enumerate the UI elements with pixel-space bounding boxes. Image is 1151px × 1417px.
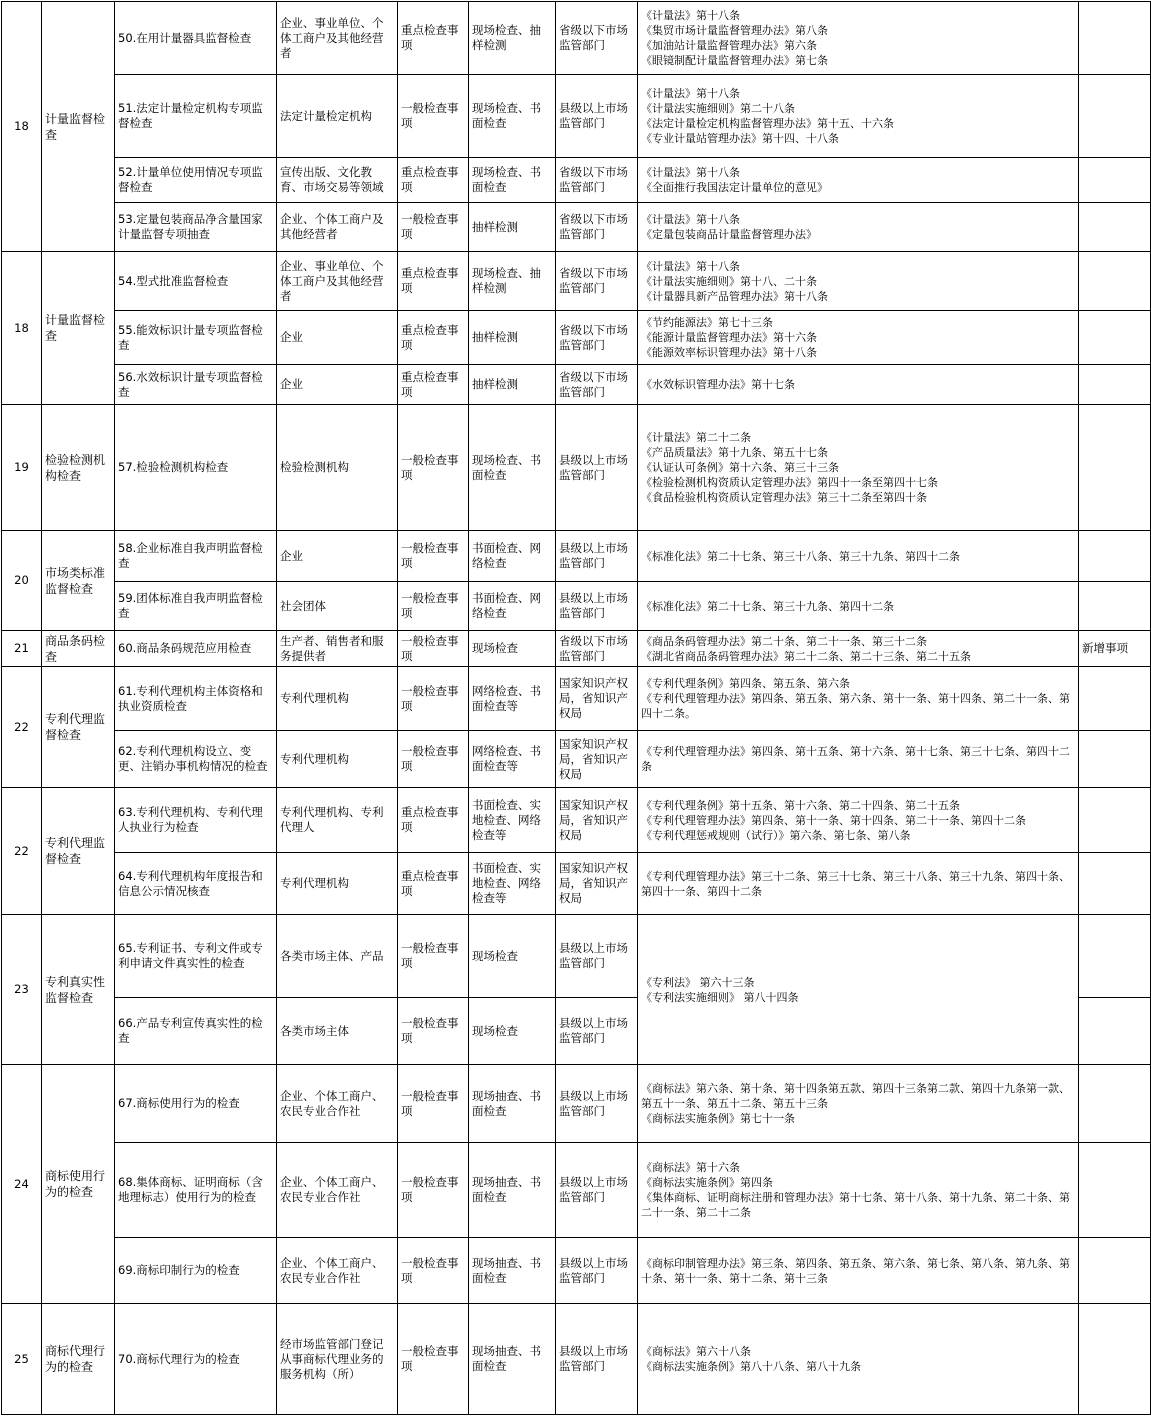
category-cell: 检验检测机构检查 <box>42 405 115 531</box>
inspection-method-cell: 网络检查、书面检查等 <box>469 731 556 788</box>
inspection-method-cell: 现场检查、抽样检测 <box>469 252 556 311</box>
legal-basis-line: 《计量器具新产品管理办法》第十八条 <box>641 289 828 303</box>
item-name-cell: 58.企业标准自我声明监督检查 <box>115 531 277 582</box>
item-name-cell: 59.团体标准自我声明监督检查 <box>115 582 277 631</box>
table-row <box>2 252 1151 311</box>
inspection-object-cell: 各类市场主体、产品 <box>277 915 398 998</box>
legal-basis-cell <box>638 2 1079 75</box>
legal-basis-line: 《标准化法》第二十七条、第三十八条、第三十九条、第四十二条 <box>641 549 960 563</box>
note-cell <box>1079 1143 1151 1238</box>
inspection-method-cell: 网络检查、书面检查等 <box>469 667 556 731</box>
note-cell <box>1079 405 1151 531</box>
inspection-object-cell: 经市场监管部门登记从事商标代理业务的服务机构（所） <box>277 1304 398 1415</box>
item-type-cell: 重点检查事项 <box>398 2 469 75</box>
item-name-cell: 68.集体商标、证明商标（含地理标志）使用行为的检查 <box>115 1143 277 1238</box>
legal-basis-line: 《法定计量检定机构监督管理办法》第十五、十六条 <box>641 117 894 130</box>
category-cell: 计量监督检查 <box>42 252 115 405</box>
inspection-method-cell: 现场检查、书面检查 <box>469 405 556 531</box>
item-type-cell: 一般检查事项 <box>398 731 469 788</box>
table-row <box>2 75 1151 158</box>
inspection-object-cell: 企业、个体工商户及其他经营者 <box>277 203 398 252</box>
legal-basis-line: 《食品检验机构资质认定管理办法》第三十二条至第四十条 <box>641 491 927 504</box>
table-row <box>2 788 1151 853</box>
table-row <box>2 158 1151 203</box>
legal-basis-line: 《专利代理惩戒规则（试行）》第六条、第七条、第八条 <box>641 828 911 842</box>
item-type-cell: 重点检查事项 <box>398 252 469 311</box>
inspection-items-table <box>1 1 1151 1415</box>
table-row <box>2 731 1151 788</box>
department-cell: 国家知识产权局，省知识产权局 <box>556 788 638 853</box>
inspection-method-cell: 书面检查、实地检查、网络检查等 <box>469 788 556 853</box>
department-cell: 县级以上市场监管部门 <box>556 1143 638 1238</box>
note-cell <box>1079 853 1151 915</box>
table-row <box>2 582 1151 631</box>
table-row <box>2 667 1151 731</box>
inspection-object-cell: 企业 <box>277 531 398 582</box>
legal-basis-line: 《集贸市场计量监督管理办法》第八条 <box>641 24 828 37</box>
item-name-cell: 66.产品专利宣传真实性的检查 <box>115 998 277 1065</box>
legal-basis-cell <box>638 915 1079 1065</box>
table-row <box>2 1238 1151 1304</box>
legal-basis-line: 《商标法》第六十八条 <box>641 1345 751 1358</box>
inspection-object-cell: 宣传出版、文化教育、市场交易等领域 <box>277 158 398 203</box>
note-cell <box>1079 158 1151 203</box>
inspection-object-cell: 法定计量检定机构 <box>277 75 398 158</box>
inspection-object-cell: 专利代理机构 <box>277 731 398 788</box>
department-cell: 省级以下市场监管部门 <box>556 252 638 311</box>
item-type-cell: 一般检查事项 <box>398 1065 469 1143</box>
legal-basis-cell <box>638 853 1079 915</box>
inspection-method-cell: 现场检查、书面检查 <box>469 158 556 203</box>
table-row <box>2 915 1151 998</box>
legal-basis-line: 《商标法》第十六条 <box>641 1161 740 1174</box>
department-cell: 省级以下市场监管部门 <box>556 203 638 252</box>
item-name-cell: 61.专利代理机构主体资格和执业资质检查 <box>115 667 277 731</box>
item-type-cell: 一般检查事项 <box>398 203 469 252</box>
legal-basis-line: 《专利法实施细则》 第八十四条 <box>641 990 799 1004</box>
item-type-cell: 重点检查事项 <box>398 788 469 853</box>
legal-basis-cell <box>638 75 1079 158</box>
table-row <box>2 405 1151 531</box>
legal-basis-line: 《商标印制管理办法》第三条、第四条、第五条、第六条、第七条、第八条、第九条、第十条、第十一条、第十二条、第十三条 <box>641 1256 1070 1285</box>
seq-number-cell: 20 <box>2 531 42 631</box>
inspection-method-cell: 现场检查、抽样检测 <box>469 2 556 75</box>
inspection-method-cell: 现场抽查、书面检查 <box>469 1143 556 1238</box>
department-cell: 国家知识产权局，省知识产权局 <box>556 667 638 731</box>
legal-basis-line: 《认证认可条例》第十六条、第三十三条 <box>641 461 839 474</box>
legal-basis-line: 《定量包装商品计量监督管理办法》 <box>641 228 817 241</box>
note-cell <box>1079 582 1151 631</box>
table-row <box>2 1143 1151 1238</box>
department-cell: 省级以下市场监管部门 <box>556 2 638 75</box>
legal-basis-line: 《专利代理管理办法》第四条、第五条、第六条、第十一条、第十四条、第二十一条、第四十二条。 <box>641 692 1070 720</box>
item-type-cell: 一般检查事项 <box>398 405 469 531</box>
note-cell <box>1079 667 1151 731</box>
table-row <box>2 531 1151 582</box>
legal-basis-cell <box>638 731 1079 788</box>
legal-basis-cell <box>638 631 1079 667</box>
department-cell: 省级以下市场监管部门 <box>556 311 638 365</box>
legal-basis-line: 《产品质量法》第十九条、第五十七条 <box>641 446 828 459</box>
department-cell: 县级以上市场监管部门 <box>556 75 638 158</box>
inspection-object-cell: 检验检测机构 <box>277 405 398 531</box>
inspection-object-cell: 企业、事业单位、个体工商户及其他经营者 <box>277 2 398 75</box>
inspection-method-cell: 抽样检测 <box>469 365 556 405</box>
inspection-object-cell: 企业 <box>277 311 398 365</box>
category-cell: 商标使用行为的检查 <box>42 1065 115 1304</box>
item-type-cell: 重点检查事项 <box>398 311 469 365</box>
department-cell: 县级以上市场监管部门 <box>556 1238 638 1304</box>
legal-basis-line: 《专利代理管理办法》第三十二条、第三十七条、第三十八条、第三十九条、第四十条、第四十一条、第四十二条 <box>641 869 1070 898</box>
item-name-cell: 54.型式批准监督检查 <box>115 252 277 311</box>
legal-basis-cell <box>638 667 1079 731</box>
department-cell: 国家知识产权局，省知识产权局 <box>556 853 638 915</box>
department-cell: 县级以上市场监管部门 <box>556 405 638 531</box>
category-cell: 专利代理监督检查 <box>42 788 115 915</box>
item-type-cell: 一般检查事项 <box>398 915 469 998</box>
department-cell: 县级以上市场监管部门 <box>556 915 638 998</box>
item-name-cell: 70.商标代理行为的检查 <box>115 1304 277 1415</box>
category-cell: 计量监督检查 <box>42 2 115 252</box>
legal-basis-line: 《专利代理管理办法》第四条、第十五条、第十六条、第十七条、第三十七条、第四十二条 <box>641 745 1070 773</box>
seq-number-cell: 22 <box>2 667 42 788</box>
item-name-cell: 67.商标使用行为的检查 <box>115 1065 277 1143</box>
inspection-method-cell: 现场检查 <box>469 631 556 667</box>
inspection-method-cell: 现场检查 <box>469 998 556 1065</box>
legal-basis-line: 《商标法实施条例》第四条 <box>641 1176 773 1189</box>
legal-basis-cell <box>638 1143 1079 1238</box>
note-cell <box>1079 788 1151 853</box>
table-row <box>2 631 1151 667</box>
item-type-cell: 一般检查事项 <box>398 75 469 158</box>
department-cell: 县级以上市场监管部门 <box>556 1304 638 1415</box>
note-cell <box>1079 531 1151 582</box>
category-cell: 商标代理行为的检查 <box>42 1304 115 1415</box>
item-name-cell: 57.检验检测机构检查 <box>115 405 277 531</box>
note-cell <box>1079 252 1151 311</box>
legal-basis-line: 《湖北省商品条码管理办法》第二十二条、第二十三条、第二十五条 <box>641 649 971 663</box>
item-name-cell: 55.能效标识计量专项监督检查 <box>115 311 277 365</box>
legal-basis-line: 《计量法实施细则》第二十八条 <box>641 102 795 115</box>
inspection-object-cell: 企业 <box>277 365 398 405</box>
inspection-method-cell: 抽样检测 <box>469 311 556 365</box>
note-cell <box>1079 1238 1151 1304</box>
legal-basis-line: 《计量法》第十八条 <box>641 166 740 179</box>
inspection-method-cell: 书面检查、实地检查、网络检查等 <box>469 853 556 915</box>
legal-basis-line: 《计量法》第十八条 <box>641 87 740 100</box>
inspection-object-cell: 企业、个体工商户、农民专业合作社 <box>277 1065 398 1143</box>
legal-basis-line: 《专利法》 第六十三条 <box>641 975 755 989</box>
seq-number-cell: 25 <box>2 1304 42 1415</box>
seq-number-cell: 23 <box>2 915 42 1065</box>
inspection-method-cell: 书面检查、网络检查 <box>469 531 556 582</box>
inspection-object-cell: 各类市场主体 <box>277 998 398 1065</box>
seq-number-cell: 24 <box>2 1065 42 1304</box>
inspection-method-cell: 现场抽查、书面检查 <box>469 1065 556 1143</box>
category-cell: 商品条码检查 <box>42 631 115 667</box>
department-cell: 县级以上市场监管部门 <box>556 998 638 1065</box>
legal-basis-line: 《计量法》第十八条 <box>641 9 740 22</box>
item-name-cell: 69.商标印制行为的检查 <box>115 1238 277 1304</box>
item-type-cell: 一般检查事项 <box>398 1304 469 1415</box>
inspection-object-cell: 专利代理机构、专利代理人 <box>277 788 398 853</box>
item-name-cell: 65.专利证书、专利文件或专利申请文件真实性的检查 <box>115 915 277 998</box>
category-cell: 专利真实性监督检查 <box>42 915 115 1065</box>
table-row <box>2 365 1151 405</box>
seq-number-cell: 19 <box>2 405 42 531</box>
inspection-object-cell: 社会团体 <box>277 582 398 631</box>
legal-basis-line: 《加油站计量监督管理办法》第六条 <box>641 39 817 52</box>
legal-basis-line: 《商标法》第六条、第十条、第十四条第五款、第四十三条第二款、第四十九条第一款、第五十一条、第五十二条、第五十三条 <box>641 1082 1070 1110</box>
legal-basis-line: 《水效标识管理办法》第十七条 <box>641 378 795 391</box>
inspection-object-cell: 生产者、销售者和服务提供者 <box>277 631 398 667</box>
note-cell <box>1079 1065 1151 1143</box>
legal-basis-line: 《眼镜制配计量监督管理办法》第七条 <box>641 54 828 67</box>
item-type-cell: 一般检查事项 <box>398 631 469 667</box>
legal-basis-line: 《计量法》第十八条 <box>641 213 740 226</box>
legal-basis-cell <box>638 158 1079 203</box>
table-row <box>2 203 1151 252</box>
item-type-cell: 一般检查事项 <box>398 531 469 582</box>
seq-number-cell: 21 <box>2 631 42 667</box>
legal-basis-cell <box>638 252 1079 311</box>
note-cell <box>1079 311 1151 365</box>
department-cell: 县级以上市场监管部门 <box>556 582 638 631</box>
item-type-cell: 一般检查事项 <box>398 1238 469 1304</box>
legal-basis-line: 《商标法实施条例》第七十一条 <box>641 1112 795 1125</box>
inspection-object-cell: 企业、事业单位、个体工商户及其他经营者 <box>277 252 398 311</box>
department-cell: 县级以上市场监管部门 <box>556 531 638 582</box>
legal-basis-line: 《标准化法》第二十七条、第三十九条、第四十二条 <box>641 599 894 613</box>
legal-basis-line: 《计量法》第二十二条 <box>641 431 751 444</box>
item-name-cell: 53.定量包装商品净含量国家计量监督专项抽查 <box>115 203 277 252</box>
legal-basis-cell <box>638 1065 1079 1143</box>
legal-basis-line: 《专利代理条例》第四条、第五条、第六条 <box>641 677 850 690</box>
legal-basis-cell <box>638 1304 1079 1415</box>
note-cell <box>1079 365 1151 405</box>
item-type-cell: 重点检查事项 <box>398 853 469 915</box>
item-name-cell: 56.水效标识计量专项监督检查 <box>115 365 277 405</box>
note-cell: 新增事项 <box>1079 631 1151 667</box>
category-cell: 专利代理监督检查 <box>42 667 115 788</box>
inspection-method-cell: 现场检查、书面检查 <box>469 75 556 158</box>
item-name-cell: 64.专利代理机构年度报告和信息公示情况核查 <box>115 853 277 915</box>
item-name-cell: 63.专利代理机构、专利代理人执业行为检查 <box>115 788 277 853</box>
legal-basis-cell <box>638 311 1079 365</box>
seq-number-cell: 18 <box>2 2 42 252</box>
inspection-object-cell: 企业、个体工商户、农民专业合作社 <box>277 1143 398 1238</box>
table-row <box>2 853 1151 915</box>
item-type-cell: 一般检查事项 <box>398 998 469 1065</box>
table-row <box>2 1304 1151 1415</box>
note-cell <box>1079 998 1151 1065</box>
department-cell: 县级以上市场监管部门 <box>556 1065 638 1143</box>
legal-basis-line: 《节约能源法》第七十三条 <box>641 316 773 329</box>
table-row <box>2 311 1151 365</box>
category-cell: 市场类标准监督检查 <box>42 531 115 631</box>
legal-basis-line: 《检验检测机构资质认定管理办法》第四十一条至第四十七条 <box>641 476 938 489</box>
note-cell <box>1079 1304 1151 1415</box>
inspection-method-cell: 现场抽查、书面检查 <box>469 1304 556 1415</box>
department-cell: 国家知识产权局，省知识产权局 <box>556 731 638 788</box>
legal-basis-line: 《全面推行我国法定计量单位的意见》 <box>641 181 828 194</box>
inspection-object-cell: 企业、个体工商户、农民专业合作社 <box>277 1238 398 1304</box>
legal-basis-cell <box>638 365 1079 405</box>
inspection-method-cell: 书面检查、网络检查 <box>469 582 556 631</box>
item-type-cell: 一般检查事项 <box>398 1143 469 1238</box>
legal-basis-line: 《商标法实施条例》第八十八条、第八十九条 <box>641 1360 861 1373</box>
item-name-cell: 60.商品条码规范应用检查 <box>115 631 277 667</box>
legal-basis-line: 《专业计量站管理办法》第十四、十八条 <box>641 132 839 145</box>
item-name-cell: 50.在用计量器具监督检查 <box>115 2 277 75</box>
item-type-cell: 一般检查事项 <box>398 582 469 631</box>
item-name-cell: 62.专利代理机构设立、变更、注销办事机构情况的检查 <box>115 731 277 788</box>
legal-basis-line: 《计量法》第十八条 <box>641 259 740 273</box>
legal-basis-line: 《能源计量监督管理办法》第十六条 <box>641 331 817 344</box>
table-row <box>2 2 1151 75</box>
inspection-method-cell: 现场检查 <box>469 915 556 998</box>
inspection-object-cell: 专利代理机构 <box>277 667 398 731</box>
department-cell: 省级以下市场监管部门 <box>556 158 638 203</box>
inspection-method-cell: 抽样检测 <box>469 203 556 252</box>
legal-basis-cell <box>638 788 1079 853</box>
seq-number-cell: 22 <box>2 788 42 915</box>
legal-basis-cell <box>638 582 1079 631</box>
item-type-cell: 重点检查事项 <box>398 158 469 203</box>
legal-basis-line: 《集体商标、证明商标注册和管理办法》第十七条、第十八条、第十九条、第二十条、第二十一条、第二十二条 <box>641 1191 1070 1219</box>
department-cell: 省级以下市场监管部门 <box>556 631 638 667</box>
legal-basis-cell <box>638 531 1079 582</box>
legal-basis-line: 《计量法实施细则》第十八、二十条 <box>641 274 817 288</box>
legal-basis-line: 《能源效率标识管理办法》第十八条 <box>641 346 817 359</box>
note-cell <box>1079 2 1151 75</box>
legal-basis-cell <box>638 405 1079 531</box>
table-row <box>2 1065 1151 1143</box>
legal-basis-cell <box>638 1238 1079 1304</box>
note-cell <box>1079 75 1151 158</box>
item-type-cell: 重点检查事项 <box>398 365 469 405</box>
item-type-cell: 一般检查事项 <box>398 667 469 731</box>
seq-number-cell: 18 <box>2 252 42 405</box>
note-cell <box>1079 915 1151 998</box>
inspection-method-cell: 现场抽查、书面检查 <box>469 1238 556 1304</box>
item-name-cell: 51.法定计量检定机构专项监督检查 <box>115 75 277 158</box>
legal-basis-line: 《商品条码管理办法》第二十条、第二十一条、第三十二条 <box>641 634 927 648</box>
legal-basis-cell <box>638 203 1079 252</box>
note-cell <box>1079 203 1151 252</box>
item-name-cell: 52.计量单位使用情况专项监督检查 <box>115 158 277 203</box>
legal-basis-line: 《专利代理管理办法》第四条、第十一条、第十四条、第二十一条、第四十二条 <box>641 813 1026 827</box>
note-cell <box>1079 731 1151 788</box>
department-cell: 省级以下市场监管部门 <box>556 365 638 405</box>
inspection-object-cell: 专利代理机构 <box>277 853 398 915</box>
legal-basis-line: 《专利代理条例》第十五条、第十六条、第二十四条、第二十五条 <box>641 798 960 812</box>
